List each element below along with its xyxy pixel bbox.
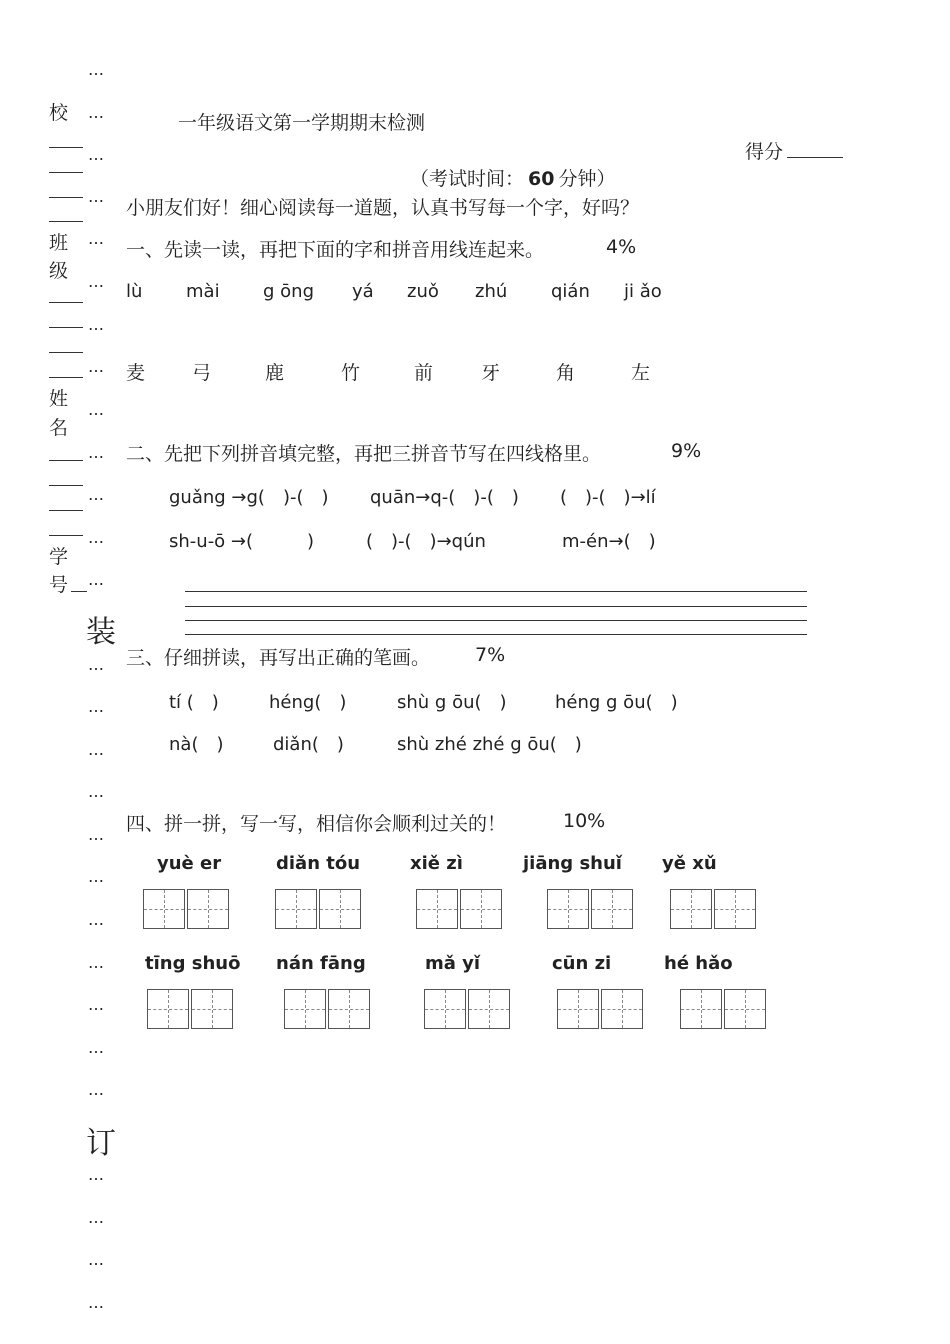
hanzi-item: 牙 — [481, 362, 501, 384]
writing-grid-box[interactable] — [328, 989, 370, 1029]
school-field[interactable] — [49, 197, 83, 198]
margin-dots: … — [88, 528, 105, 547]
margin-dots: … — [88, 782, 105, 801]
grid-line — [185, 634, 807, 635]
word-pinyin: nán fāng — [276, 953, 366, 974]
grid-line — [185, 591, 807, 592]
stroke-item[interactable]: nà( ) — [169, 734, 224, 755]
margin-dots: … — [88, 443, 105, 462]
time-prefix: （考试时间： — [410, 168, 525, 190]
writing-grid-box[interactable] — [191, 989, 233, 1029]
margin-dots: … — [88, 570, 105, 589]
class-field[interactable] — [49, 352, 83, 353]
writing-grid-box[interactable] — [724, 989, 766, 1029]
score-field[interactable] — [787, 141, 843, 158]
school-field[interactable] — [49, 172, 83, 173]
writing-grid-box[interactable] — [460, 889, 502, 929]
writing-grid-box[interactable] — [680, 989, 722, 1029]
fill-pinyin-item[interactable]: m-én→( ) — [562, 531, 656, 552]
writing-grid-box[interactable] — [714, 889, 756, 929]
margin-dots: … — [88, 229, 105, 248]
time-suffix: 分钟） — [558, 168, 616, 190]
margin-dots: … — [88, 60, 105, 79]
section4-percent: 10% — [563, 810, 606, 832]
stroke-item[interactable]: héng( ) — [269, 692, 347, 713]
number-field[interactable] — [71, 591, 87, 592]
writing-grid-box[interactable] — [468, 989, 510, 1029]
section2-percent: 9% — [671, 440, 702, 462]
margin-dots: … — [88, 1250, 105, 1269]
pinyin-item: zhú — [475, 281, 508, 302]
section4-title: 四、拼一拼，写一写，相信你会顺利过关的！ — [126, 813, 507, 835]
grid-line — [185, 606, 807, 607]
margin-dots: … — [88, 485, 105, 504]
margin-dots: … — [88, 910, 105, 929]
writing-grid-box[interactable] — [147, 989, 189, 1029]
greeting-text: 小朋友们好！细心阅读每一道题，认真书写每一个字，好吗？ — [126, 197, 640, 219]
writing-grid-box[interactable] — [557, 989, 599, 1029]
margin-dots: … — [88, 187, 105, 206]
school-field[interactable] — [49, 221, 83, 222]
writing-grid-box[interactable] — [284, 989, 326, 1029]
number-label-2: 号 — [49, 574, 69, 596]
margin-dots: … — [88, 1080, 105, 1099]
class-field[interactable] — [49, 377, 83, 378]
word-pinyin: yě xǔ — [662, 853, 717, 874]
writing-grid-box[interactable] — [416, 889, 458, 929]
writing-grid-box[interactable] — [187, 889, 229, 929]
margin-dots: … — [88, 357, 105, 376]
binding-mark-zhuang: 装 — [86, 615, 116, 650]
writing-grid-box[interactable] — [319, 889, 361, 929]
word-pinyin: tīng shuō — [145, 953, 241, 974]
section1-title: 一、先读一读，再把下面的字和拼音用线连起来。 — [126, 239, 545, 261]
binding-mark-ding: 订 — [86, 1126, 116, 1161]
score-label: 得分 — [745, 141, 784, 163]
hanzi-item: 左 — [631, 362, 651, 384]
name-field[interactable] — [49, 510, 83, 511]
margin-dots: … — [88, 740, 105, 759]
pinyin-item: g ōng — [263, 281, 314, 302]
fill-pinyin-item[interactable]: guǎng →g( )-( ) — [169, 487, 329, 508]
name-label-2: 名 — [49, 417, 69, 439]
writing-grid-box[interactable] — [601, 989, 643, 1029]
hanzi-item: 鹿 — [265, 362, 285, 384]
school-label: 校 — [49, 102, 69, 124]
margin-dots: … — [88, 103, 105, 122]
margin-dots: … — [88, 995, 105, 1014]
word-pinyin: jiāng shuǐ — [523, 853, 622, 874]
number-label-1: 学 — [49, 546, 69, 568]
class-label-2: 级 — [49, 260, 69, 282]
stroke-item[interactable]: héng g ōu( ) — [555, 692, 678, 713]
fill-pinyin-item[interactable]: ( )-( )→lí — [560, 487, 656, 508]
stroke-item[interactable]: shù g ōu( ) — [397, 692, 507, 713]
class-field[interactable] — [49, 327, 83, 328]
stroke-item[interactable]: shù zhé zhé g ōu( ) — [397, 734, 582, 755]
word-pinyin: hé hǎo — [664, 953, 733, 974]
hanzi-item: 竹 — [341, 362, 361, 384]
writing-grid-box[interactable] — [591, 889, 633, 929]
pinyin-item: qián — [551, 281, 590, 302]
fill-pinyin-item[interactable]: ( )-( )→qún — [366, 531, 486, 552]
section3-percent: 7% — [475, 644, 506, 666]
margin-dots: … — [88, 400, 105, 419]
writing-grid-box[interactable] — [424, 989, 466, 1029]
section2-title: 二、先把下列拼音填完整，再把三拼音节写在四线格里。 — [126, 443, 602, 465]
pinyin-item: ji ǎo — [624, 281, 662, 302]
name-field[interactable] — [49, 485, 83, 486]
stroke-item[interactable]: tí ( ) — [169, 692, 219, 713]
fill-pinyin-item[interactable]: quān→q-( )-( ) — [370, 487, 519, 508]
name-label-1: 姓 — [49, 388, 69, 410]
margin-dots: … — [88, 272, 105, 291]
writing-grid-box[interactable] — [275, 889, 317, 929]
time-value: 60 — [528, 168, 555, 190]
margin-dots: … — [88, 953, 105, 972]
name-field[interactable] — [49, 460, 83, 461]
writing-grid-box[interactable] — [670, 889, 712, 929]
hanzi-item: 麦 — [126, 362, 146, 384]
margin-dots: … — [88, 867, 105, 886]
word-pinyin: xiě zì — [410, 853, 463, 874]
grid-line — [185, 620, 807, 621]
margin-dots: … — [88, 1208, 105, 1227]
pinyin-item: zuǒ — [407, 281, 439, 302]
margin-dots: … — [88, 1165, 105, 1184]
hanzi-item: 角 — [556, 362, 576, 384]
word-pinyin: cūn zi — [552, 953, 612, 974]
score-box — [745, 137, 843, 164]
pinyin-item: yá — [352, 281, 374, 302]
section3-title: 三、仔细拼读，再写出正确的笔画。 — [126, 647, 431, 669]
school-field[interactable] — [49, 147, 83, 148]
margin-dots: … — [88, 1293, 105, 1312]
class-field[interactable] — [49, 302, 83, 303]
hanzi-item: 前 — [414, 362, 434, 384]
stroke-item[interactable]: diǎn( ) — [273, 734, 344, 755]
exam-time — [410, 164, 615, 191]
word-pinyin: diǎn tóu — [276, 853, 361, 874]
margin-dots: … — [88, 315, 105, 334]
hanzi-item: 弓 — [192, 362, 212, 384]
margin-dots: … — [88, 825, 105, 844]
margin-dots: … — [88, 145, 105, 164]
word-pinyin: mǎ yǐ — [425, 953, 481, 974]
margin-dots: … — [88, 1038, 105, 1057]
writing-grid-box[interactable] — [143, 889, 185, 929]
word-pinyin: yuè er — [157, 853, 222, 874]
pinyin-item: mài — [186, 281, 220, 302]
writing-grid-box[interactable] — [547, 889, 589, 929]
margin-dots: … — [88, 655, 105, 674]
fill-pinyin-item[interactable]: sh-u-ō →( ) — [169, 531, 315, 552]
pinyin-item: lù — [126, 281, 143, 302]
name-field[interactable] — [49, 535, 83, 536]
exam-title: 一年级语文第一学期期末检测 — [178, 112, 426, 134]
class-label-1: 班 — [49, 232, 69, 254]
margin-dots: … — [88, 697, 105, 716]
section1-percent: 4% — [606, 236, 637, 258]
